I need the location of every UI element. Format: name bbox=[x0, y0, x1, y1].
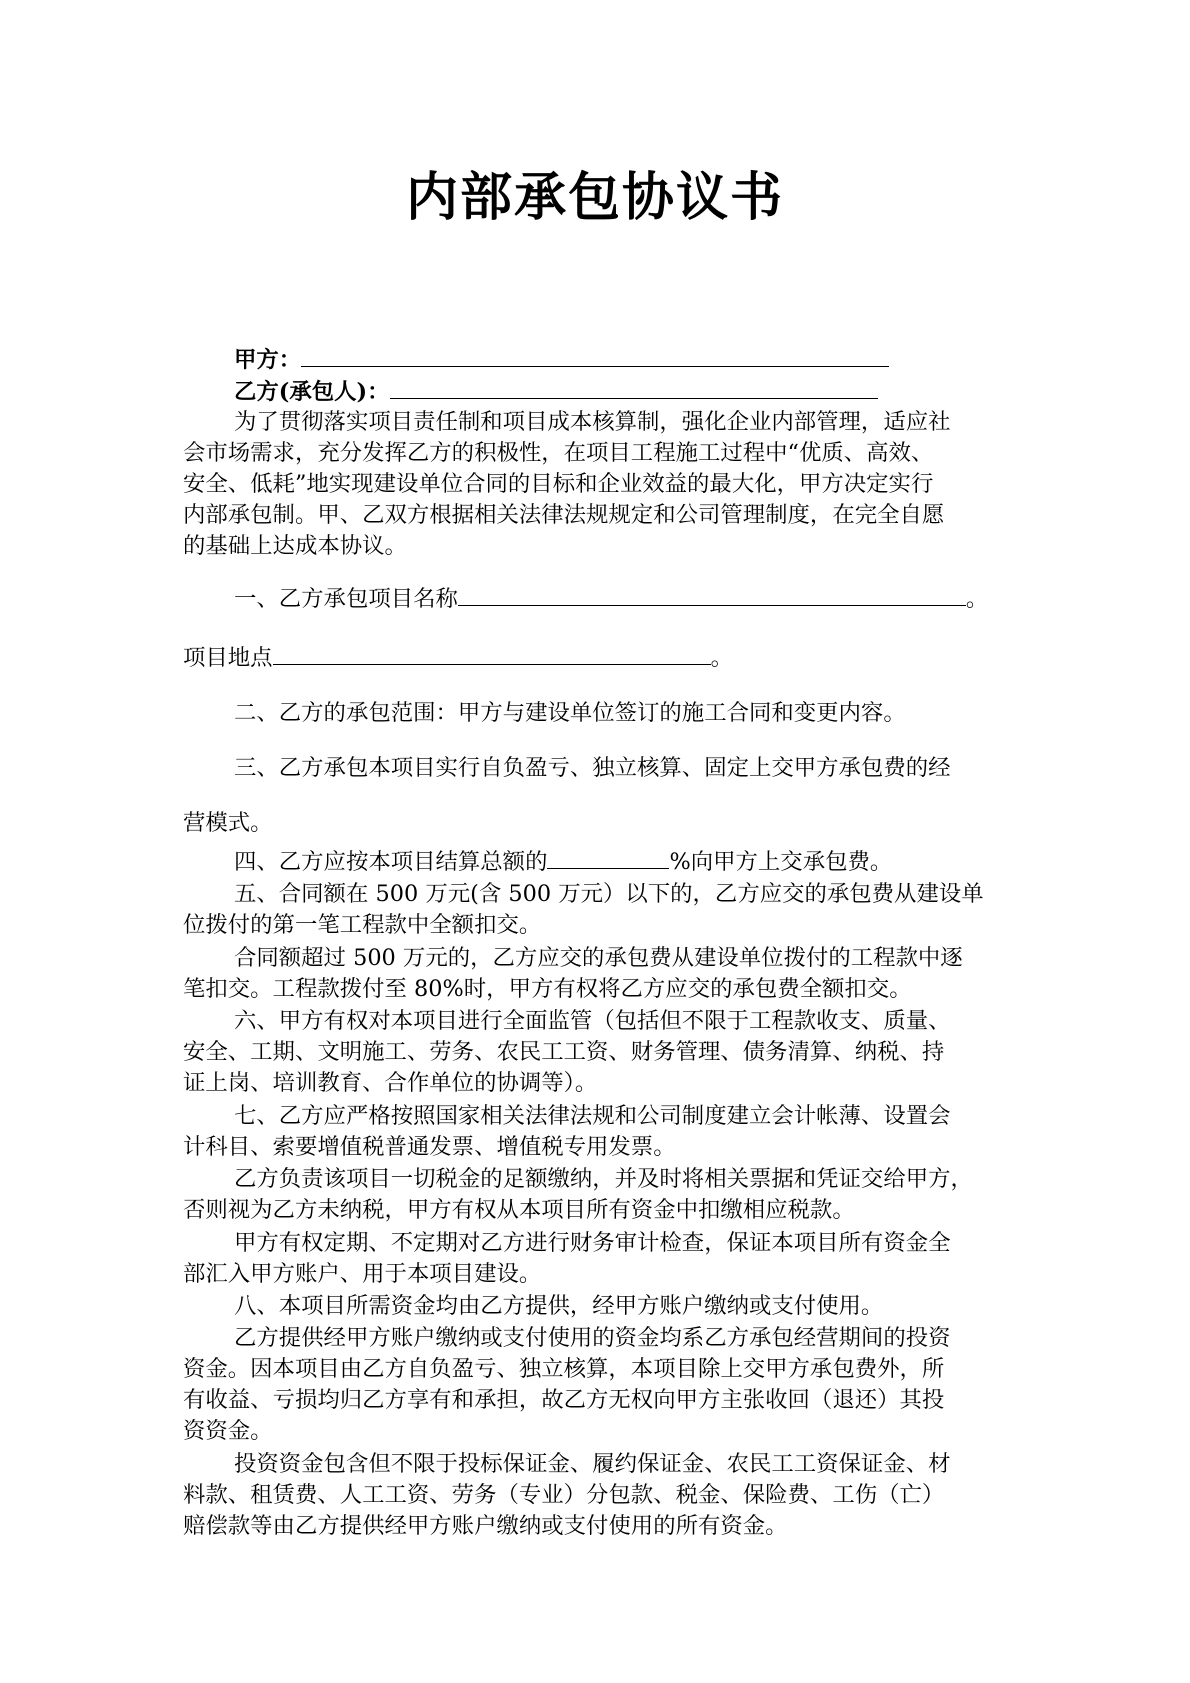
party-b-line bbox=[234, 374, 878, 408]
clause-1-end: 。 bbox=[965, 586, 989, 612]
party-a-line bbox=[234, 342, 889, 376]
party-b-label: 乙方(承包人)： bbox=[234, 379, 390, 405]
party-a-blank[interactable] bbox=[301, 342, 889, 367]
clause-2: 二、乙方的承包范围：甲方与建设单位签订的施工合同和变更内容。 bbox=[234, 700, 906, 726]
clause-3-line-1: 三、乙方承包本项目实行自负盈亏、独立核算、固定上交甲方承包费的经 bbox=[234, 755, 951, 781]
clause-6-line-1: 六、甲方有权对本项目进行全面监管（包括但不限于工程款收支、质量、 bbox=[234, 1008, 951, 1034]
clause-7-line-5: 甲方有权定期、不定期对乙方进行财务审计检查，保证本项目所有资金全 bbox=[234, 1230, 951, 1256]
clause-7-line-2: 计科目、索要增值税普通发票、增值税专用发票。 bbox=[183, 1134, 676, 1160]
document-title: 内部承包协议书 bbox=[405, 167, 784, 228]
project-location-end: 。 bbox=[710, 645, 733, 671]
clause-8-line-1: 八、本项目所需资金均由乙方提供，经甲方账户缴纳或支付使用。 bbox=[234, 1293, 884, 1319]
clause-7-line-3: 乙方负责该项目一切税金的足额缴纳，并及时将相关票据和凭证交给甲方， bbox=[234, 1166, 973, 1192]
clause-8-line-8: 赔偿款等由乙方提供经甲方账户缴纳或支付使用的所有资金。 bbox=[183, 1513, 788, 1539]
clause-3-line-2: 营模式。 bbox=[183, 810, 273, 836]
project-location-label: 项目地点 bbox=[183, 645, 273, 671]
clause-5-line-4: 笔扣交。工程款拨付至 80%时，甲方有权将乙方应交的承包费全额扣交。 bbox=[183, 976, 912, 1002]
clause-5-line-1: 五、合同额在 500 万元(含 500 万元）以下的，乙方应交的承包费从建设单 bbox=[234, 881, 984, 907]
project-name-blank[interactable] bbox=[458, 581, 966, 606]
clause-7-line-4: 否则视为乙方未纳税，甲方有权从本项目所有资金中扣缴相应税款。 bbox=[183, 1197, 855, 1223]
clause-6-line-3: 证上岗、培训教育、合作单位的协调等）。 bbox=[183, 1070, 598, 1096]
clause-8-line-6: 投资资金包含但不限于投标保证金、履约保证金、农民工工资保证金、材 bbox=[234, 1451, 951, 1477]
clause-1-project-name bbox=[234, 581, 988, 615]
clause-4-end: %向甲方上交承包费。 bbox=[669, 849, 893, 875]
clause-7-line-1: 七、乙方应严格按照国家相关法律法规和公司制度建立会计帐薄、设置会 bbox=[234, 1103, 951, 1129]
clause-8-line-5: 资资金。 bbox=[183, 1418, 273, 1444]
preamble-line-3: 安全、低耗”地实现建设单位合同的目标和企业效益的最大化，甲方决定实行 bbox=[183, 471, 934, 497]
fee-percentage-blank[interactable] bbox=[547, 844, 669, 869]
clause-7-line-6: 部汇入甲方账户、用于本项目建设。 bbox=[183, 1261, 542, 1287]
preamble-line-5: 的基础上达成本协议。 bbox=[183, 533, 407, 559]
preamble-line-2: 会市场需求，充分发挥乙方的积极性，在项目工程施工过程中“优质、高效、 bbox=[183, 440, 934, 466]
party-b-blank[interactable] bbox=[390, 374, 878, 399]
clause-8-line-2: 乙方提供经甲方账户缴纳或支付使用的资金均系乙方承包经营期间的投资 bbox=[234, 1325, 951, 1351]
clause-8-line-3: 资金。因本项目由乙方自负盈亏、独立核算，本项目除上交甲方承包费外，所 bbox=[183, 1356, 945, 1382]
clause-5-line-3: 合同额超过 500 万元的，乙方应交的承包费从建设单位拨付的工程款中逐 bbox=[234, 945, 963, 971]
clause-4-label: 四、乙方应按本项目结算总额的 bbox=[234, 849, 548, 875]
clause-8-line-7: 料款、租赁费、人工工资、劳务（专业）分包款、税金、保险费、工伤（亡） bbox=[183, 1482, 945, 1508]
party-a-label: 甲方： bbox=[234, 347, 302, 373]
project-location-line bbox=[183, 640, 733, 674]
project-location-blank[interactable] bbox=[273, 640, 711, 665]
preamble-line-1: 为了贯彻落实项目责任制和项目成本核算制，强化企业内部管理，适应社 bbox=[234, 409, 951, 435]
clause-4 bbox=[234, 844, 892, 878]
clause-5-line-2: 位拨付的第一笔工程款中全额扣交。 bbox=[183, 912, 542, 938]
clause-1-label: 一、乙方承包项目名称 bbox=[234, 586, 458, 612]
clause-8-line-4: 有收益、亏损均归乙方享有和承担，故乙方无权向甲方主张收回（退还）其投 bbox=[183, 1387, 945, 1413]
clause-6-line-2: 安全、工期、文明施工、劳务、农民工工资、财务管理、债务清算、纳税、持 bbox=[183, 1039, 945, 1065]
preamble-line-4: 内部承包制。甲、乙双方根据相关法律法规规定和公司管理制度，在完全自愿 bbox=[183, 502, 945, 528]
